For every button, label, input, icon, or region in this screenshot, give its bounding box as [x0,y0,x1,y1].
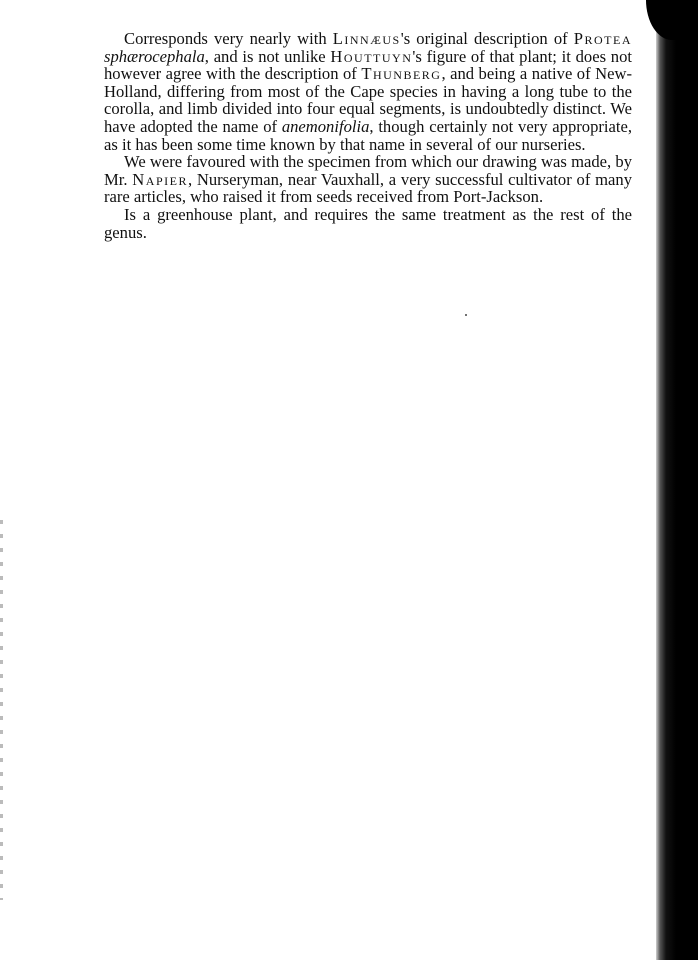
page-left-edge [0,520,3,900]
proper-name: Thunberg [361,64,442,84]
species-name: sphærocephala [104,46,205,66]
paragraph [104,206,632,241]
ink-speck [465,314,467,316]
text-run: , and is not unlike [204,46,331,66]
paragraph [104,153,632,206]
proper-name: Houttuyn [330,46,413,66]
paragraph [104,30,632,153]
text-run: Is a greenhouse plant, and requires the same treatment as the rest of the genus. [104,204,632,242]
proper-name: Linnæus [332,29,401,48]
text-run: , Nurseryman, near Vauxhall, a very successful cultivator of many rare articles, who raised it from seeds received from Port-Jackson. [104,169,632,207]
body-text [104,30,632,241]
binding-top-curve [646,0,698,40]
text-run: 's figure of that plant; it does not however agree with the description of [104,46,632,84]
proper-name: Protea [573,29,632,48]
book-binding-edge [646,0,698,960]
text-run: 's original description of [400,29,574,48]
text-run: Corresponds very nearly with [124,29,333,48]
proper-name: Napier [132,169,188,189]
text-run: , though certainly not very appropriate, as it has been some time known by that name in several of our nurseries. [104,116,632,154]
species-name: anemonifolia [281,116,370,136]
text-run: We were favoured with the specimen from which our drawing was made, by Mr. [104,152,632,189]
binding-shadow [656,0,698,960]
text-run: , and being a native of New-Holland, differing from most of the Cape species in having a long tube to the corolla, and limb divided into four equal segments, is undoubtedly distinct. We have adopted the name of [104,64,632,136]
